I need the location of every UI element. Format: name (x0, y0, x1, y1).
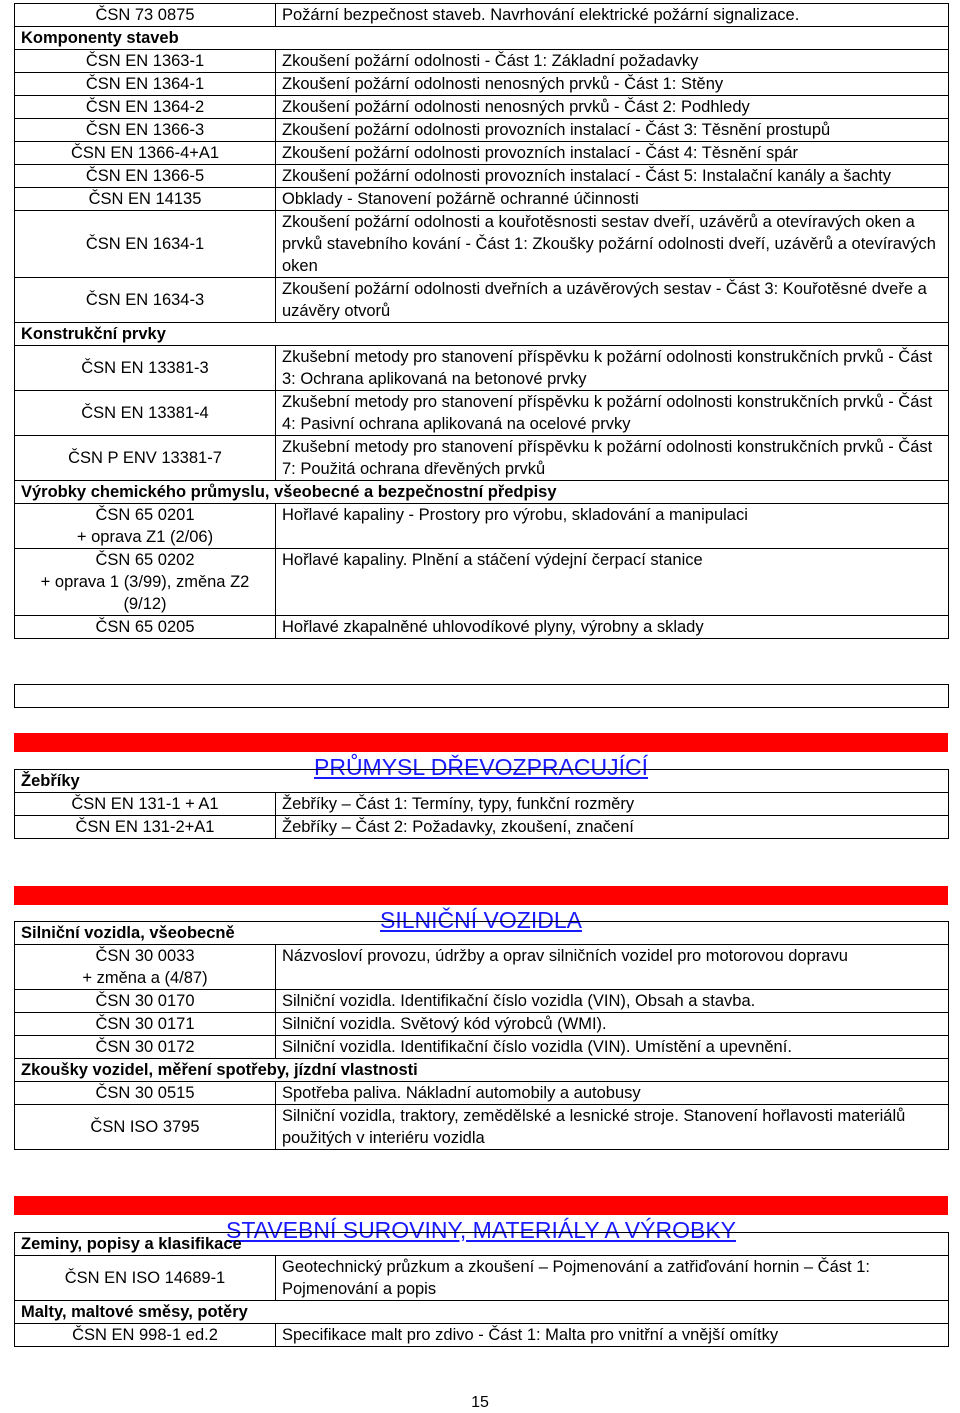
standard-code: ČSN 30 0171 (15, 1013, 276, 1036)
table-row (15, 1324, 949, 1347)
section-title: SILNIČNÍ VOZIDLA (380, 907, 582, 933)
table-row (15, 616, 949, 639)
standard-title: Zkušební metody pro stanovení příspěvku k požární odolnosti konstrukčních prvků - Část 3: Ochrana aplikovaná na betonové prvky (276, 346, 949, 391)
standard-code: ČSN EN 1366-3 (15, 119, 276, 142)
group-header: Malty, maltové směsy, potěry (15, 1301, 949, 1324)
table-row (15, 50, 949, 73)
group-header-row (15, 27, 949, 50)
standard-title: Žebříky – Část 2: Požadavky, zkoušení, značení (276, 816, 949, 839)
standard-title: Silniční vozidla, traktory, zemědělské a lesnické stroje. Stanovení hořlavosti materiálů použitých v interiéru vozidla (276, 1105, 949, 1150)
standard-code: ČSN EN 13381-3 (15, 346, 276, 391)
table-row (15, 391, 949, 436)
standard-code: ČSN EN 1364-2 (15, 96, 276, 119)
section-title: PRŮMYSL DŘEVOZPRACUJÍCÍ (314, 754, 648, 780)
table-row (15, 945, 949, 990)
standard-code: ČSN EN ISO 14689-1 (15, 1256, 276, 1301)
standard-title: Zkoušení požární odolnosti - Část 1: Základní požadavky (276, 50, 949, 73)
table-row (15, 990, 949, 1013)
table-row (15, 793, 949, 816)
table-row (15, 1105, 949, 1150)
standards-table-wood (14, 769, 949, 839)
group-header-row (15, 323, 949, 346)
table-row (15, 549, 949, 616)
standard-title: Zkoušení požární odolnosti provozních instalací - Část 4: Těsnění spár (276, 142, 949, 165)
standard-title: Hořlavé zkapalněné uhlovodíkové plyny, výrobny a sklady (276, 616, 949, 639)
standard-title: Silniční vozidla. Identifikační číslo vozidla (VIN), Obsah a stavba. (276, 990, 949, 1013)
standard-code: ČSN 30 0515 (15, 1082, 276, 1105)
standard-title: Silniční vozidla. Světový kód výrobců (WMI). (276, 1013, 949, 1036)
standard-title: Požární bezpečnost staveb. Navrhování elektrické požární signalizace. (276, 4, 949, 27)
standard-title: Specifikace malt pro zdivo - Část 1: Malta pro vnitřní a vnější omítky (276, 1324, 949, 1347)
standard-code: ČSN P ENV 13381-7 (15, 436, 276, 481)
table-row (15, 436, 949, 481)
group-header: Zkoušky vozidel, měření spotřeby, jízdní vlastnosti (15, 1059, 949, 1082)
standard-title: Hořlavé kapaliny. Plnění a stáčení výdejní čerpací stanice (276, 549, 949, 616)
standard-title: Spotřeba paliva. Nákladní automobily a autobusy (276, 1082, 949, 1105)
section-title: STAVEBNÍ SUROVINY, MATERIÁLY A VÝROBKY (226, 1217, 736, 1243)
standard-title: Geotechnický průzkum a zkoušení – Pojmenování a zatřiďování hornin – Část 1: Pojmenování a popis (276, 1256, 949, 1301)
table-row (15, 73, 949, 96)
table-row (15, 165, 949, 188)
standards-table-fire (14, 3, 949, 639)
standard-code: ČSN EN 998-1 ed.2 (15, 1324, 276, 1347)
standard-code: ČSN 30 0172 (15, 1036, 276, 1059)
group-header-row (15, 1059, 949, 1082)
standard-title: Hořlavé kapaliny - Prostory pro výrobu, skladování a manipulaci (276, 504, 949, 549)
standard-code: ČSN 30 0033 + změna a (4/87) (15, 945, 276, 990)
table-row (15, 119, 949, 142)
standard-title: Zkoušení požární odolnosti dveřních a uzávěrových sestav - Část 3: Kouřotěsné dveře a uzávěry otvorů (276, 278, 949, 323)
standard-code: ČSN EN 1366-5 (15, 165, 276, 188)
table-row (15, 96, 949, 119)
group-header: Žebříky (15, 770, 949, 793)
table-row (15, 4, 949, 27)
standard-title: Názvosloví provozu, údržby a oprav silničních vozidel pro motorovou dopravu (276, 945, 949, 990)
standard-code: ČSN EN 131-1 + A1 (15, 793, 276, 816)
table-row (15, 188, 949, 211)
empty-separator-box (14, 684, 949, 708)
standard-title: Zkoušení požární odolnosti nenosných prvků - Část 1: Stěny (276, 73, 949, 96)
standard-title: Silniční vozidla. Identifikační číslo vozidla (VIN). Umístění a upevnění. (276, 1036, 949, 1059)
red-bar (14, 886, 948, 905)
standard-code: ČSN EN 14135 (15, 188, 276, 211)
standard-title: Zkoušení požární odolnosti nenosných prvků - Část 2: Podhledy (276, 96, 949, 119)
group-header: Silniční vozidla, všeobecně (15, 922, 949, 945)
table-row (15, 346, 949, 391)
standard-code: ČSN 65 0201 + oprava Z1 (2/06) (15, 504, 276, 549)
standard-code: ČSN EN 1634-1 (15, 211, 276, 278)
standard-code: ČSN 30 0170 (15, 990, 276, 1013)
standard-title: Zkoušení požární odolnosti a kouřotěsnosti sestav dveří, uzávěrů a otevíravých oken a prvků stavebního kování - Část 1: Zkoušky požární odolnosti dveří, uzávěrů a otevíravých oken (276, 211, 949, 278)
standard-title: Obklady - Stanovení požárně ochranné účinnosti (276, 188, 949, 211)
standard-code: ČSN 73 0875 (15, 4, 276, 27)
standard-code: ČSN EN 1363-1 (15, 50, 276, 73)
group-header-row (15, 770, 949, 793)
table-row (15, 142, 949, 165)
standard-title: Zkušební metody pro stanovení příspěvku k požární odolnosti konstrukčních prvků - Část 7: Použitá ochrana dřevěných prvků (276, 436, 949, 481)
group-header: Konstrukční prvky (15, 323, 949, 346)
standard-title: Zkoušení požární odolnosti provozních instalací - Část 5: Instalační kanály a šachty (276, 165, 949, 188)
standard-title: Zkušební metody pro stanovení příspěvku k požární odolnosti konstrukčních prvků - Část 4: Pasivní ochrana aplikovaná na ocelové prvky (276, 391, 949, 436)
standards-table-materials (14, 1232, 949, 1347)
group-header-row (15, 1301, 949, 1324)
red-bar (14, 733, 948, 752)
standard-title: Žebříky – Část 1: Termíny, typy, funkční rozměry (276, 793, 949, 816)
table-row (15, 278, 949, 323)
standard-code: ČSN EN 131-2+A1 (15, 816, 276, 839)
group-header-row (15, 481, 949, 504)
table-row (15, 1256, 949, 1301)
standards-table-vehicles (14, 921, 949, 1150)
table-row (15, 504, 949, 549)
table-row (15, 1013, 949, 1036)
group-header: Výrobky chemického průmyslu, všeobecné a bezpečnostní předpisy (15, 481, 949, 504)
group-header-row (15, 1233, 949, 1256)
page-number: 15 (471, 1394, 489, 1411)
standard-title: Zkoušení požární odolnosti provozních instalací - Část 3: Těsnění prostupů (276, 119, 949, 142)
standard-code: ČSN EN 13381-4 (15, 391, 276, 436)
standard-code: ČSN 65 0202 + oprava 1 (3/99), změna Z2 (9/12) (15, 549, 276, 616)
table-row (15, 1082, 949, 1105)
red-bar (14, 1196, 948, 1215)
standard-code: ČSN ISO 3795 (15, 1105, 276, 1150)
table-row (15, 211, 949, 278)
group-header-row (15, 922, 949, 945)
standard-code: ČSN 65 0205 (15, 616, 276, 639)
group-header: Komponenty staveb (15, 27, 949, 50)
standard-code: ČSN EN 1364-1 (15, 73, 276, 96)
standard-code: ČSN EN 1634-3 (15, 278, 276, 323)
standard-code: ČSN EN 1366-4+A1 (15, 142, 276, 165)
table-row (15, 1036, 949, 1059)
table-row (15, 816, 949, 839)
group-header: Zeminy, popisy a klasifikace (15, 1233, 949, 1256)
